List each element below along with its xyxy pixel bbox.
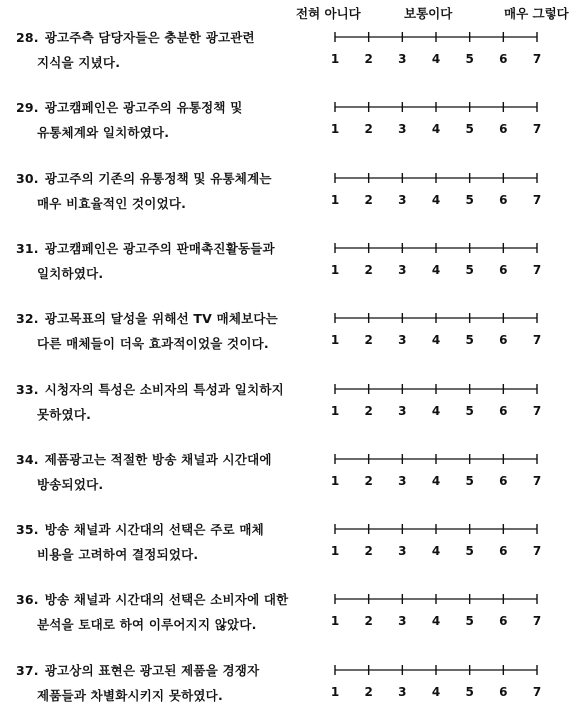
scale-number[interactable]: 4 bbox=[431, 52, 441, 66]
scale-numbers bbox=[330, 473, 542, 492]
scale-numbers bbox=[330, 122, 542, 140]
question-text-line-1: 광고주의 기존의 유통정책 및 유통체계는 bbox=[44, 170, 272, 186]
question-text-line-2: 매우 비효율적인 것이었다. bbox=[37, 195, 187, 211]
question-text-line-1: 시청자의 특성은 소비자의 특성과 일치하지 bbox=[44, 381, 284, 397]
question-number: 34. bbox=[16, 451, 39, 467]
scale-number[interactable]: 1 bbox=[330, 333, 340, 348]
scale-number[interactable]: 4 bbox=[431, 473, 441, 488]
scale-number[interactable]: 4 bbox=[431, 192, 441, 207]
question-text-line-2: 다른 매체들이 더욱 효과적이었을 것이다. bbox=[37, 336, 269, 352]
scale-number[interactable]: 1 bbox=[330, 192, 340, 207]
scale-number[interactable]: 2 bbox=[364, 262, 373, 277]
question-line-1 bbox=[16, 661, 259, 679]
question-line-1 bbox=[16, 169, 272, 187]
scale-numbers bbox=[330, 544, 542, 562]
scale-number[interactable]: 2 bbox=[364, 122, 373, 137]
scale-number[interactable]: 4 bbox=[431, 333, 441, 348]
question-text-line-1: 광고상의 표현은 광고된 제품을 경쟁자 bbox=[44, 662, 260, 678]
scale-number[interactable]: 5 bbox=[465, 544, 474, 559]
scale-line bbox=[334, 311, 538, 325]
scale-numbers bbox=[330, 333, 542, 351]
scale-number[interactable]: 6 bbox=[499, 473, 508, 488]
scale-numbers bbox=[330, 52, 542, 70]
scale-number[interactable]: 5 bbox=[465, 52, 474, 66]
question-text-line-2: 분석을 토대로 하여 이루어지지 않았다. bbox=[37, 617, 257, 633]
scale-number[interactable]: 4 bbox=[431, 403, 441, 418]
scale-number[interactable]: 6 bbox=[499, 122, 508, 137]
scale-line bbox=[334, 663, 538, 677]
scale-number[interactable]: 2 bbox=[364, 52, 373, 66]
scale-number[interactable]: 3 bbox=[398, 403, 407, 418]
scale-number[interactable]: 7 bbox=[532, 473, 542, 488]
questionnaire-item bbox=[0, 28, 578, 78]
question-text-line-2: 일치하였다. bbox=[37, 265, 104, 281]
question-number: 31. bbox=[16, 240, 39, 256]
scale-number[interactable]: 7 bbox=[532, 192, 542, 207]
questionnaire-item bbox=[0, 520, 578, 570]
scale-line bbox=[334, 100, 538, 114]
scale-number[interactable]: 1 bbox=[330, 403, 340, 418]
questionnaire-item bbox=[0, 450, 578, 500]
question-text-line-1: 방송 채널과 시간대의 선택은 주로 매체 bbox=[44, 522, 264, 538]
scale-number[interactable]: 3 bbox=[398, 614, 407, 629]
scale-number[interactable]: 4 bbox=[431, 614, 441, 629]
scale-number[interactable]: 4 bbox=[431, 262, 441, 277]
scale-number[interactable]: 5 bbox=[465, 262, 474, 277]
scale-number[interactable]: 6 bbox=[499, 333, 508, 348]
scale-number[interactable]: 3 bbox=[398, 262, 407, 277]
question-text-line-2: 방송되었다. bbox=[37, 476, 104, 492]
scale-number[interactable]: 7 bbox=[532, 403, 542, 418]
question-text-line-2: 못하였다. bbox=[37, 406, 92, 422]
scale-number[interactable]: 5 bbox=[465, 403, 474, 418]
question-line-1 bbox=[16, 450, 272, 468]
scale-header bbox=[0, 4, 578, 24]
scale-number[interactable]: 1 bbox=[330, 262, 340, 277]
question-text-line-1: 광고주측 담당자들은 충분한 광고관련 bbox=[44, 30, 255, 45]
scale-number[interactable]: 3 bbox=[398, 473, 407, 488]
scale-number[interactable]: 2 bbox=[364, 544, 373, 559]
scale-number[interactable]: 6 bbox=[499, 262, 508, 277]
scale-number[interactable]: 7 bbox=[532, 122, 542, 137]
scale-line bbox=[334, 30, 538, 44]
questionnaire-item bbox=[0, 169, 578, 219]
scale-number[interactable]: 1 bbox=[330, 52, 340, 66]
scale-number[interactable]: 2 bbox=[364, 684, 373, 699]
scale-line bbox=[334, 382, 538, 396]
scale-number[interactable]: 5 bbox=[465, 333, 474, 348]
scale-number[interactable]: 4 bbox=[431, 544, 441, 559]
scale-label-low: 전혀 아니다 bbox=[296, 6, 361, 21]
scale-number[interactable]: 1 bbox=[330, 122, 340, 137]
questionnaire-item bbox=[0, 661, 578, 711]
scale-number[interactable]: 3 bbox=[398, 333, 407, 348]
scale-numbers bbox=[330, 403, 542, 422]
scale-number[interactable]: 2 bbox=[364, 403, 373, 418]
scale-number[interactable]: 6 bbox=[499, 52, 508, 66]
question-text-line-1: 방송 채널과 시간대의 선택은 소비자에 대한 bbox=[44, 592, 289, 608]
question-text-line-1: 광고목표의 달성을 위해선 TV 매체보다는 bbox=[44, 311, 278, 327]
scale-number[interactable]: 5 bbox=[465, 122, 474, 137]
scale-number[interactable]: 3 bbox=[398, 684, 407, 699]
scale-number[interactable]: 2 bbox=[364, 192, 373, 207]
scale-label-mid: 보통이다 bbox=[404, 6, 453, 21]
scale-line bbox=[334, 592, 538, 606]
scale-numbers bbox=[330, 192, 542, 211]
question-text-line-2: 비용을 고려하여 결정되었다. bbox=[37, 547, 199, 563]
scale-line bbox=[334, 241, 538, 255]
scale-numbers bbox=[330, 684, 542, 703]
likert-scale[interactable] bbox=[330, 520, 542, 570]
scale-number[interactable]: 5 bbox=[465, 473, 474, 488]
question-number: 29. bbox=[16, 100, 39, 116]
question-number: 37. bbox=[16, 662, 39, 678]
question-number: 28. bbox=[16, 30, 39, 45]
scale-number[interactable]: 1 bbox=[330, 544, 340, 559]
scale-line bbox=[334, 452, 538, 466]
scale-number[interactable]: 6 bbox=[499, 684, 508, 699]
question-line-1 bbox=[16, 309, 278, 327]
scale-number[interactable]: 1 bbox=[330, 614, 340, 629]
scale-numbers bbox=[330, 614, 542, 632]
likert-scale[interactable] bbox=[330, 661, 542, 711]
scale-label-high: 매우 그렇다 bbox=[504, 6, 569, 21]
question-text-line-1: 제품광고는 적절한 방송 채널과 시간대에 bbox=[44, 451, 272, 467]
likert-scale[interactable] bbox=[330, 239, 542, 289]
likert-scale[interactable] bbox=[330, 28, 542, 78]
question-text-line-2: 지식을 지녔다. bbox=[37, 55, 121, 70]
scale-line bbox=[334, 171, 538, 185]
question-line-1 bbox=[16, 98, 243, 116]
questionnaire-item bbox=[0, 98, 578, 148]
scale-number[interactable]: 5 bbox=[465, 684, 474, 699]
likert-scale[interactable] bbox=[330, 98, 542, 148]
scale-number[interactable]: 7 bbox=[532, 333, 542, 348]
scale-number[interactable]: 2 bbox=[364, 473, 373, 488]
scale-number[interactable]: 7 bbox=[532, 614, 542, 629]
question-line-1 bbox=[16, 520, 264, 538]
question-line-1 bbox=[16, 239, 275, 257]
question-line-1 bbox=[16, 380, 284, 398]
question-number: 35. bbox=[16, 522, 39, 538]
questionnaire-item bbox=[0, 309, 578, 359]
likert-scale[interactable] bbox=[330, 450, 542, 500]
scale-number[interactable]: 3 bbox=[398, 122, 407, 137]
question-number: 33. bbox=[16, 381, 39, 397]
question-number: 36. bbox=[16, 592, 39, 608]
scale-number[interactable]: 7 bbox=[532, 262, 542, 277]
question-text-line-2: 제품들과 차별화시키지 못하였다. bbox=[37, 687, 223, 703]
scale-number[interactable]: 1 bbox=[330, 684, 340, 699]
likert-scale[interactable] bbox=[330, 590, 542, 640]
scale-number[interactable]: 6 bbox=[499, 192, 508, 207]
scale-number[interactable]: 5 bbox=[465, 192, 474, 207]
questionnaire-item bbox=[0, 239, 578, 289]
scale-number[interactable]: 4 bbox=[431, 684, 441, 699]
scale-number[interactable]: 2 bbox=[364, 614, 373, 629]
likert-scale[interactable] bbox=[330, 169, 542, 219]
scale-number[interactable]: 7 bbox=[532, 544, 542, 559]
questionnaire-item bbox=[0, 380, 578, 430]
likert-scale[interactable] bbox=[330, 309, 542, 359]
questionnaire-item bbox=[0, 590, 578, 640]
scale-number[interactable]: 6 bbox=[499, 403, 508, 418]
scale-line bbox=[334, 522, 538, 536]
likert-scale[interactable] bbox=[330, 380, 542, 430]
question-line-1 bbox=[16, 28, 255, 46]
scale-number[interactable]: 6 bbox=[499, 544, 508, 559]
scale-number[interactable]: 7 bbox=[532, 52, 542, 66]
question-number: 30. bbox=[16, 170, 39, 186]
scale-number[interactable]: 4 bbox=[431, 122, 441, 137]
question-number: 32. bbox=[16, 311, 39, 327]
question-line-1 bbox=[16, 590, 288, 608]
scale-number[interactable]: 2 bbox=[364, 333, 373, 348]
scale-number[interactable]: 6 bbox=[499, 614, 508, 629]
scale-numbers bbox=[330, 262, 542, 281]
scale-number[interactable]: 3 bbox=[398, 544, 407, 559]
scale-number[interactable]: 5 bbox=[465, 614, 474, 629]
question-text-line-1: 광고캠페인은 광고주의 유통정책 및 bbox=[44, 100, 243, 116]
scale-number[interactable]: 1 bbox=[330, 473, 340, 488]
scale-number[interactable]: 3 bbox=[398, 192, 407, 207]
scale-number[interactable]: 3 bbox=[398, 52, 407, 66]
question-text-line-2: 유통체계와 일치하였다. bbox=[37, 125, 170, 141]
scale-number[interactable]: 7 bbox=[532, 684, 542, 699]
question-text-line-1: 광고캠페인은 광고주의 판매촉진활동들과 bbox=[44, 240, 275, 256]
